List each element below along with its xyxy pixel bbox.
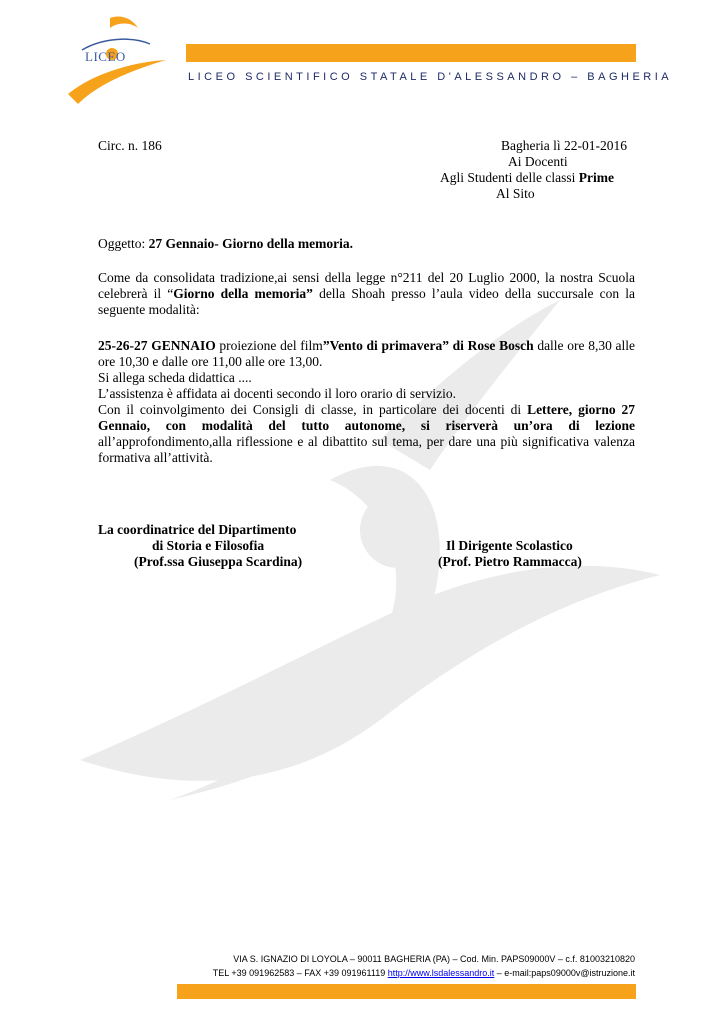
recipient-docenti: Ai Docenti [508, 154, 568, 169]
footer-accent-bar [177, 984, 636, 999]
logo-text: LICEO [85, 49, 126, 64]
subject-line: Oggetto: 27 Gennaio- Giorno della memoria. [98, 236, 353, 251]
body-paragraph-involvement: Con il coinvolgimento dei Consigli di classe, in particolare dei docenti di Lettere, giorno 27 Gennaio, con modalità del tutto autonome, si riserverà un’ora di lezione all’approfondimento,alla riflessione e al dibattito sul tema, per dare una più significativa valenza formativa all’attività. [98, 402, 635, 465]
recipient-studenti: Agli Studenti delle classi Prime [440, 170, 614, 185]
header-accent-bar [186, 44, 636, 62]
body-paragraph-intro: Come da consolidata tradizione,ai sensi della legge n°211 del 20 Luglio 2000, la nostra Scuola celebrerà il “Giorno della memoria” della Shoah presso l’aula video della succursale con la seguente modalità: [98, 270, 635, 317]
signature-left-dept: di Storia e Filosofia [152, 538, 265, 553]
circ-date: Bagheria lì 22-01-2016 [501, 138, 627, 153]
signature-right-name: (Prof. Pietro Rammacca) [438, 554, 582, 569]
recipient-sito: Al Sito [496, 186, 535, 201]
signature-left-name: (Prof.ssa Giuseppa Scardina) [134, 554, 303, 569]
body-assistance-note: L’assistenza è affidata ai docenti secondo il loro orario di servizio. [98, 386, 457, 401]
circ-number: Circ. n. 186 [98, 138, 162, 153]
body-attachment-note: Si allega scheda didattica .... [98, 370, 252, 385]
footer-contacts: TEL +39 091962583 – FAX +39 091961119 http://www.lsdalessandro.it – e-mail:paps09000v@istruzione.it [212, 968, 635, 978]
website-link[interactable]: http://www.lsdalessandro.it [387, 968, 495, 978]
body-paragraph-schedule: 25-26-27 GENNAIO proiezione del film”Vento di primavera” di Rose Bosch dalle ore 8,30 alle ore 10,30 e dalle ore 11,00 alle ore 13,00. [98, 338, 636, 369]
signature-right-title: Il Dirigente Scolastico [446, 538, 573, 553]
school-name: LICEO SCIENTIFICO STATALE D'ALESSANDRO – BAGHERIA [188, 71, 673, 83]
signature-left-title: La coordinatrice del Dipartimento [98, 522, 297, 537]
footer-address: VIA S. IGNAZIO DI LOYOLA – 90011 BAGHERIA (PA) – Cod. Min. PAPS09000V – c.f. 81003210820 [233, 954, 635, 964]
